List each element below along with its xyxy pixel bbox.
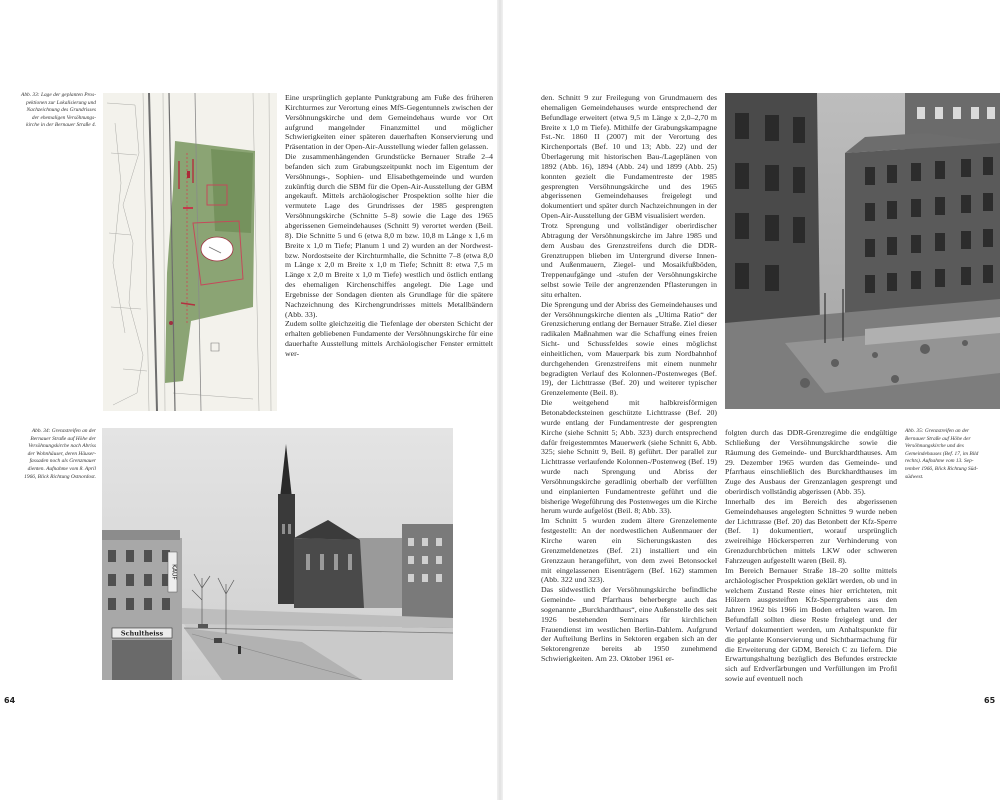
caption-line: der Wohnhäuser, deren Häuser- — [27, 450, 96, 457]
street-scene — [102, 428, 453, 680]
caption-abb34 — [4, 428, 96, 481]
paragraph: Das südwestlich der Versöhnungskirche befindliche Gemeinde- und Pfarrhaus beherbergte auch das sogenannte „Burckhardthaus“, eine Außenstelle des seit 1926 bestehenden Seminars für kirchlichen Frauendienst im westlichen Berlin-Dahlem. Aufgrund der Aufteilung Berlins in Sektoren ergaben sich an der Sektorengrenze bereits ab 1950 zunehmend Schwierigkeiten. Am 23. Oktober 1961 er- — [541, 585, 717, 664]
paragraph: den. Schnitt 9 zur Freilegung von Grundmauern des ehemaligen Gemeindehauses wurde entsprechend der Befundlage erweitert (etwa 9,5 m Länge x 2,0–2,70 m Breite x 1,0 m Tiefe). Mithilfe der Grabungskampagne Fst.-Nr. 1860 II (2007) mit der Verortung des Kirchenportals (Bef. 10 und 13; Abb. 22) und der Überlagerung mit historischen Bau-/Lageplänen von 1892 (Abb. 16), 1894 (Abb. 24) und 1899 (Abb. 25) konnten gezielt die Fundamentreste der 1985 gesprengten Versöhnungskirche und des 1965 abgerissenen Gemeindehauses freigelegt und dokumentiert und später durch Nachzeichnungen in der Open-Air-Ausstellung der GBM visualisiert werden. — [541, 93, 717, 221]
text-column-1 — [285, 93, 493, 359]
caption-line: Bernauer Straße auf Höhe der — [30, 435, 96, 442]
paragraph: Im Schnitt 5 wurden zudem ältere Grenzelemente festgestellt: An der nordwestlichen Außenmauer der Kirche waren ein Sicherungskasten des Grenzmeldenetzes (Bef. 21) installiert und ein Grenzzaun herangeführt, von dem zwei Betonsockel mit eingelassenen Eisenträgern (Bef. 162) stammen (Abb. 322 und 323). — [541, 516, 717, 585]
caption-abb33 — [4, 92, 96, 130]
border-strip-photo-1966-april — [102, 428, 453, 680]
caption-line: Versöhnungskirche und des — [905, 443, 964, 450]
caption-line: Versöhnungskirche nach Abriss — [28, 443, 96, 450]
caption-line: 1966, Blick Richtung Ostnordost. — [24, 473, 96, 480]
paragraph: Eine ursprünglich geplante Punktgrabung am Fuße des früheren Kirchturmes zur Verortung eines MfS-Gegentunnels zwischen der Versöhnungskirche und dem Gemeindehaus wurde vor Ort aufgrund mangelnder Finanzmittel und möglicher Schwierigkeiten einer späteren dauerhaften Konservierung und Präsentation in der Open-Air-Ausstellung wieder fallen gelassen. — [285, 93, 493, 152]
paragraph: Im Bereich Bernauer Straße 18–20 sollte mittels archäologischer Prospektion geklärt werden, ob und in welchem Zustand Reste eines hier errichteten, mit Hölzern ausgesteiften Kfz-Sperrgrabens aus den Jahren 1962 bis 1966 im Boden erhalten waren. Im Befundfall sollten diese Reste freigelegt und der Verlauf dokumentiert werden, um Anhaltspunkte für die geplante Konservierung und Sichtbarmachung für die Erweiterung der GDM, Bereich C zu liefern. Die Erwartungshaltung bezüglich des Befundes erstreckte sich auf Erdverfärbungen und Verfüllungen im Profil sowie auf eventuell noch — [725, 565, 897, 684]
caption-line: Nachzeichnung des Grundrisses — [26, 107, 96, 114]
caption-line: südwest. — [905, 473, 924, 480]
caption-line: dienten. Aufnahme vom 8. April — [27, 465, 96, 472]
paragraph: Trotz Sprengung und vollständiger oberirdischer Abtragung der Versöhnungskirche im Jahre 1985 und dem Ausbau des Grenzstreifens durch die DDR-Grenztruppen blieben im Untergrund diverse Innen- und Außenmauern, Ziegel- und Mosaikfußböden, Treppenaufgänge und -stufen der Versöhnungskirche selbst sowie Teile der angrenzenden Pflasterungen in situ erhalten. — [541, 220, 717, 299]
page-number-right: 65 — [984, 696, 996, 705]
caption-line: Bernauer Straße auf Höhe der — [905, 435, 971, 442]
caption-line: rechts). Aufnahme vom 13. Sep- — [905, 458, 974, 465]
page-number-left: 64 — [4, 696, 16, 705]
caption-line: Gemeindehauses (Bef. 17, im Bild — [905, 450, 979, 457]
paragraph: Innerhalb des im Bereich des abgerissenen Gemeindehauses angelegten Schnittes 9 wurde neben der Lichttrasse (Bef. 20) das Betonbett der Kfz-Sperre (Bef. 1) dokumentiert, worauf ursprünglich zweireihige Höckersperren zur Verhinderung von Grenzdurchbrüchen mittels LKW oder schweren Fahrzeugen aufgestellt waren (Beil. 8). — [725, 496, 897, 565]
border-strip-photo-1966-september — [725, 93, 1000, 409]
caption-line: Abb. 34: Grenzstreifen an der — [31, 428, 96, 434]
text-column-2 — [541, 93, 717, 664]
caption-line: tember 1966, Blick Richtung Süd- — [905, 465, 978, 472]
caption-abb35 — [905, 428, 999, 481]
building-scene — [725, 93, 1000, 409]
caption-line: pektionen zur Lokalisierung und — [26, 99, 96, 106]
text-column-3 — [725, 428, 897, 684]
paragraph: Zudem sollte gleichzeitig die Tiefenlage der obersten Schicht der erhalten gebliebenen Fundamente der Versöhnungskirche für eine dauerhafte Ausstellung mittels Archäologischer Fenster ermittelt wer- — [285, 319, 493, 358]
paragraph: Die weitgehend mit halbkreisförmigen Betonabdecksteinen geschützte Lichttrasse (Bef. 20) wurde entlang der Fundamentreste der gesprengten Kirche (siehe Schnitt 5; Abb. 323) durch entsprechend dafür freigestemmtes Mauerwerk (siehe Schnitt 6, Abb. 325; siehe Schnitt 9, Beil. 8) geführt. Der parallel zur Lichttrasse verlaufende Kolonnen-/Postenweg (Bef. 19) wurde nach Sprengung und Abriss der Versöhnungskirche geradlinig oberhalb der verfüllten und einplanierten Fundamentreste geführt und die bisherige Wegeführung des Postenweges um die Kirche herum wurde aufgelöst (Beil. 8; Abb. 33). — [541, 398, 717, 516]
paragraph: folgten durch das DDR-Grenzregime die endgültige Schließung der Versöhnungskirche sowie die Räumung des Gemeinde- und Burckhardthauses. Am 29. Dezember 1965 wurden das Gemeinde- und Pfarrhaus einschließlich des Burckhardthauses im Zuge des Ausbaus der Grenzanlagen gesprengt und oberirdisch vollständig abgerissen (Abb. 35). — [725, 428, 897, 497]
site-plan-figure — [103, 93, 277, 411]
caption-line: der ehemaligen Versöhnungs- — [31, 114, 96, 121]
shop-sign-text: Schultheiss — [120, 629, 164, 638]
caption-line: kirche in der Bernauer Straße 4. — [26, 122, 96, 129]
caption-line: fassaden noch als Grenzmauer — [29, 458, 96, 465]
paragraph: Die zusammenhängenden Grundstücke Bernauer Straße 2–4 befanden sich zum Grabungszeitpunkt noch im Eigentum der Versöhnungs-, Sophien- und Elisabethgemeinde und wurden zukünftig durch die SBM für die Open-Air-Ausstellung der GBM angekauft. Mittels archäologischer Prospektion sollte hier die vermutete Lage des Grundrisses der 1985 gesprengten Versöhnungskirche (Schnitte 5–8) sowie die Lage des 1965 abgerissenen Gemeindehauses (Schnitt 9) verortet werden (Beil. 8). Die Schnitte 5 und 6 (etwa 8,0 m bzw. 10,8 m Länge x 1,6 m Breite x 1,0 m Tiefe; Planum 1 und 2) wurden an der Nordwest- bzw. Nordostseite der Kirchturmhalle, die Schnitte 7–8 (etwa 8,0 m Länge x 2,0 m Breite x 1,0 m Tiefe; Schnitt 8: etwa 7,5 m Länge x 2,0 m Breite x 1,0 m Tiefe) westlich und östlich entlang des ehemaligen Kirchenschiffes angelegt. Die Lage und Ergebnisse der Sondagen dienten als Grundlage für die spätere Nachzeichnung des Kirchengrundrisses mittels Metallbändern (Abb. 33). — [285, 152, 493, 319]
paragraph: Die Sprengung und der Abriss des Gemeindehauses und der Versöhnungskirche dienten als „Ultima Ratio“ der Grenzsicherung entlang der Bernauer Straße. Ziel dieser radikalen Maßnahmen war die Schaffung eines freien Sicht- und Schussfeldes sowie eines möglichst einheitlichen, vom Mauerpark bis zum Nordbahnhof durchgehenden Grenzstreifens mit einem nunmehr begradigten Verlauf des Kolonnen-/Postenweges (Bef. 19), der Lichttrasse (Bef. 20) und weiterer typischer Grenzelemente (Beil. 8). — [541, 299, 717, 398]
caption-line: Abb. 33: Lage der geplanten Pros- — [21, 92, 96, 98]
book-gutter — [497, 0, 503, 800]
caption-line: Abb. 35: Grenzstreifen an der — [905, 428, 970, 434]
site-plan-drawing — [103, 93, 277, 411]
vertical-sign-text: KAUF — [170, 564, 178, 580]
